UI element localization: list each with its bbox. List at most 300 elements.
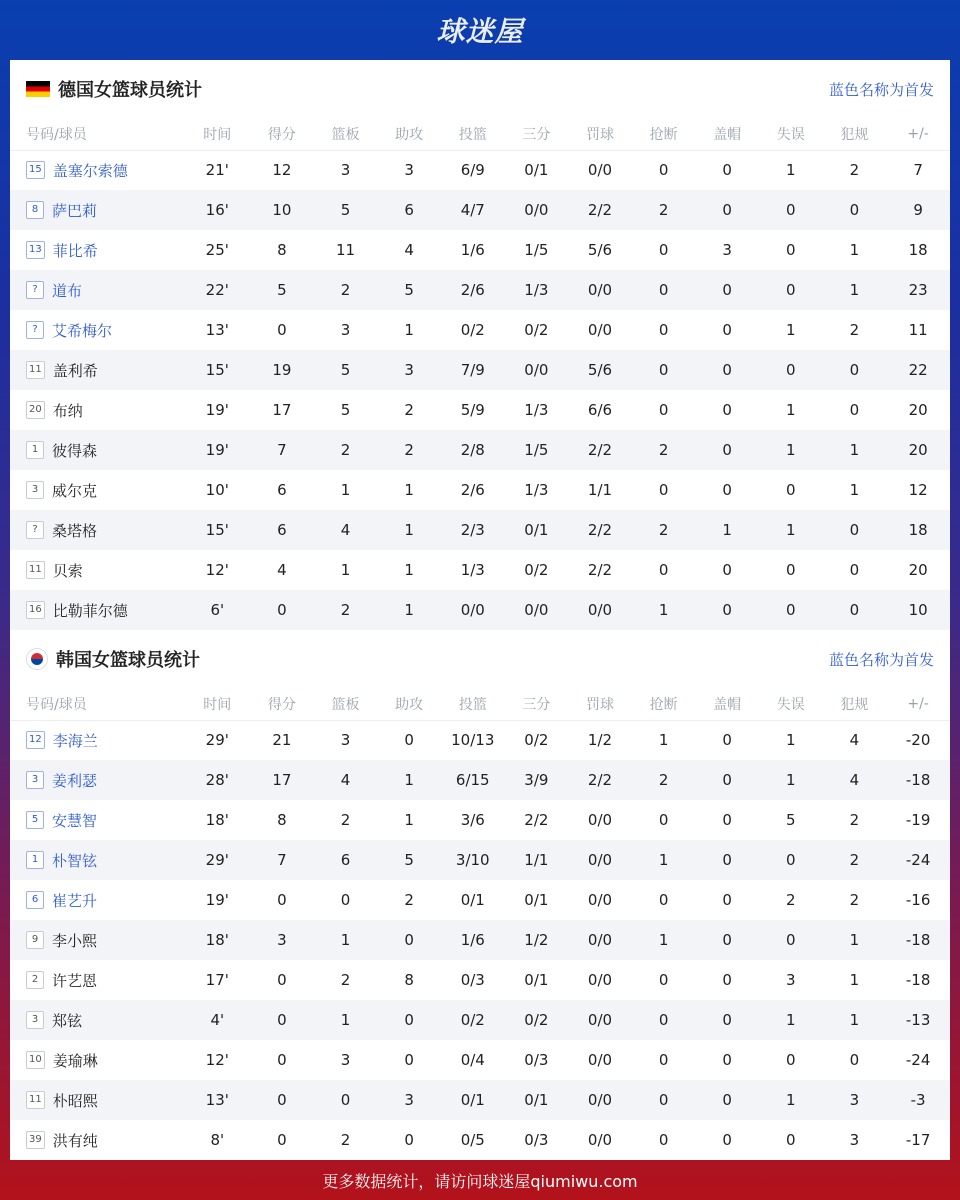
stat-cell: 0/3 (460, 971, 485, 989)
stat-cell: 3/9 (505, 760, 569, 800)
stat-cell: 5/6 (568, 350, 632, 390)
player-name: 比勒菲尔德 (52, 601, 128, 620)
stat-cell: 20 (908, 401, 928, 419)
column-header: 号码/球员 (10, 688, 184, 720)
stat-cell: 12' (205, 1051, 229, 1069)
player-row[interactable] (10, 430, 950, 470)
stat-cell: 19 (250, 350, 314, 390)
column-header: 篮板 (314, 118, 378, 150)
stat-cell: 5/6 (587, 241, 613, 259)
stat-cell: 0 (722, 561, 732, 579)
stat-cell: 1 (849, 241, 860, 259)
stat-cell: 1 (377, 760, 441, 800)
stat-cell: 1 (314, 1000, 378, 1040)
stat-cell: 0 (277, 891, 287, 909)
player-row[interactable] (10, 1040, 950, 1080)
jersey-number-badge: 13 (26, 241, 45, 259)
jersey-number-badge: 3 (26, 771, 44, 789)
stat-cell: 0/0 (587, 811, 613, 829)
stat-cell: 0/1 (505, 1080, 569, 1120)
stat-cell: 1 (404, 561, 414, 579)
stat-cell: 0/2 (505, 1000, 569, 1040)
player-cell (10, 430, 184, 470)
stat-cell: 0 (250, 590, 314, 630)
player-row[interactable] (10, 510, 950, 550)
stat-cell: 2/8 (441, 430, 505, 470)
jersey-number-badge: 6 (26, 891, 44, 909)
stat-cell: 29' (205, 731, 229, 750)
player-cell (10, 550, 184, 590)
stat-cell: 6 (314, 840, 378, 880)
stat-cell: 4 (849, 731, 860, 750)
jersey-number-badge: 16 (26, 601, 45, 619)
jersey-number-badge: 2 (26, 971, 44, 989)
player-cell (10, 880, 184, 920)
player-cell (10, 270, 184, 310)
starter-player-name[interactable]: 李海兰 (52, 731, 98, 750)
stat-cell: 0 (377, 1000, 441, 1040)
player-row[interactable] (10, 310, 950, 350)
stat-cell: 0 (658, 481, 669, 499)
stat-cell: 6/9 (460, 161, 485, 180)
player-row[interactable] (10, 920, 950, 960)
player-cell (10, 1000, 184, 1040)
player-cell (10, 760, 184, 800)
jersey-number-badge: ? (26, 521, 44, 539)
stat-cell: 3 (377, 1080, 441, 1120)
stat-cell: 0/0 (587, 891, 613, 909)
starter-legend-note: 蓝色名称为首发 (828, 80, 934, 99)
player-row[interactable] (10, 350, 950, 390)
starter-player-name[interactable]: 道布 (52, 281, 83, 300)
stat-cell: -20 (905, 731, 931, 750)
player-row[interactable] (10, 960, 950, 1000)
player-cell (10, 230, 184, 270)
stat-cell: 7 (913, 161, 923, 180)
stat-cell: 5 (786, 811, 796, 829)
player-row[interactable] (10, 270, 950, 310)
column-header: 三分 (505, 688, 569, 720)
player-name: 桑塔格 (52, 521, 98, 540)
jersey-number-badge: 11 (26, 561, 45, 579)
footer-banner[interactable]: 更多数据统计，请访问球迷屋qiumiwu.com (322, 1171, 638, 1191)
stat-cell: 2/2 (568, 190, 632, 230)
stat-cell: 0/0 (441, 590, 505, 630)
stat-cell: 2 (340, 811, 351, 829)
stat-cell: 0/0 (587, 1131, 613, 1149)
stat-cell: 0 (786, 481, 796, 499)
stat-cell: 0/1 (441, 1080, 505, 1120)
stat-cell: 18' (184, 920, 250, 960)
stat-cell: 6/6 (587, 401, 613, 419)
stat-cell: 0 (277, 1051, 287, 1069)
stat-cell: 20 (886, 430, 950, 470)
stat-cell: 0 (823, 590, 887, 630)
stat-cell: 0 (658, 561, 669, 579)
stat-cell: 0 (658, 321, 669, 339)
starter-player-name[interactable]: 菲比希 (52, 241, 98, 260)
stat-cell: 0 (722, 401, 732, 419)
player-cell (10, 1080, 184, 1120)
stat-cell: 1 (823, 920, 887, 960)
stat-cell: 2/6 (441, 270, 505, 310)
stat-cell: 0 (722, 321, 732, 339)
starter-player-name[interactable]: 安慧智 (52, 811, 98, 830)
column-header: 得分 (250, 688, 314, 720)
stat-cell: 0 (404, 1131, 414, 1149)
stat-cell: 2 (340, 1131, 351, 1149)
stat-cell: 1 (786, 161, 796, 180)
stat-cell: 0/1 (460, 891, 485, 909)
stat-cell: 0/0 (568, 590, 632, 630)
stat-cell: 3 (340, 731, 351, 750)
stat-cell: 0 (695, 270, 759, 310)
stat-cell: 4' (184, 1000, 250, 1040)
stat-cell: 13' (184, 1080, 250, 1120)
stat-cell: 2 (377, 430, 441, 470)
stat-cell: 1 (658, 731, 669, 750)
stat-cell: 1/5 (505, 430, 569, 470)
stat-cell: 2/2 (568, 510, 632, 550)
stat-cell: 10 (250, 190, 314, 230)
stat-cell: 0 (849, 1051, 860, 1069)
player-cell (10, 1040, 184, 1080)
section-header (10, 60, 950, 118)
stat-cell: 25' (205, 241, 229, 259)
stat-cell: 0/0 (587, 161, 613, 180)
stat-cell: 18 (886, 510, 950, 550)
stat-cell: 0 (759, 350, 823, 390)
stat-cell: 1 (759, 1080, 823, 1120)
section-header (10, 630, 950, 688)
brand-logo: 球迷屋 (436, 15, 524, 48)
stat-cell: -18 (905, 971, 931, 989)
stat-cell: 1 (759, 760, 823, 800)
stat-cell: 12 (272, 161, 292, 180)
stat-cell: 1 (377, 590, 441, 630)
germany-flag-icon (26, 81, 50, 97)
stat-cell: 17' (205, 971, 229, 989)
starter-player-name[interactable]: 崔艺升 (52, 891, 98, 910)
starter-player-name[interactable]: 朴智铉 (52, 851, 98, 870)
column-header: 号码/球员 (10, 118, 184, 150)
column-header: 助攻 (377, 688, 441, 720)
player-cell (10, 310, 184, 350)
starter-player-name[interactable]: 萨巴莉 (52, 201, 98, 220)
stat-cell: 29' (184, 840, 250, 880)
stat-cell: 0 (759, 270, 823, 310)
stat-cell: 5/9 (460, 401, 485, 419)
stat-cell: 3 (849, 1131, 860, 1149)
column-header: 犯规 (823, 118, 887, 150)
player-row[interactable] (10, 190, 950, 230)
stat-cell: 19' (184, 430, 250, 470)
column-header: 罚球 (568, 118, 632, 150)
player-name: 朴昭熙 (52, 1091, 98, 1110)
player-name: 威尔克 (52, 481, 98, 500)
stat-cell: 6/15 (441, 760, 505, 800)
stat-cell: -19 (905, 811, 931, 829)
stat-cell: 0/2 (460, 321, 485, 339)
stat-cell: 2 (632, 510, 696, 550)
stat-cell: 1 (786, 401, 796, 419)
column-header: 罚球 (568, 688, 632, 720)
player-name: 盖利希 (52, 361, 98, 380)
section-title-text: 德国女篮球员统计 (58, 80, 202, 101)
player-cell (10, 350, 184, 390)
stat-cell: 0 (759, 840, 823, 880)
stat-cell: 0 (658, 971, 669, 989)
stat-cell: 17 (250, 760, 314, 800)
stat-cell: 0 (722, 1131, 732, 1149)
column-header: 抢断 (632, 688, 696, 720)
starter-player-name[interactable]: 姜利瑟 (52, 771, 98, 790)
stat-cell: 0 (786, 1051, 796, 1069)
team-section (10, 630, 950, 1160)
stat-cell: 0/2 (524, 321, 549, 339)
player-row[interactable] (10, 1000, 950, 1040)
starter-player-name[interactable]: 盖塞尔索德 (52, 161, 128, 180)
stat-cell: 1/1 (587, 481, 613, 499)
stat-cell: 0 (314, 1080, 378, 1120)
stat-cell: 1/3 (460, 561, 485, 579)
player-cell (10, 470, 184, 510)
stat-cell: 0 (658, 811, 669, 829)
stat-cell: 2/2 (568, 760, 632, 800)
stat-cell: 1 (404, 811, 414, 829)
player-name: 李小熙 (52, 931, 98, 950)
column-header: 失误 (759, 118, 823, 150)
jersey-number-badge: 1 (26, 441, 44, 459)
stat-cell: 22 (886, 350, 950, 390)
stat-cell: 2/2 (587, 561, 613, 579)
stat-cell: 0/0 (587, 971, 613, 989)
stat-cell: 3 (250, 920, 314, 960)
player-row[interactable] (10, 1080, 950, 1120)
player-row[interactable] (10, 470, 950, 510)
team-section (10, 60, 950, 630)
stat-cell: 1/6 (460, 241, 485, 259)
table-header-row (10, 118, 950, 150)
stat-cell: 0 (722, 161, 732, 180)
section-title-text: 韩国女篮球员统计 (56, 650, 200, 671)
starter-legend-note: 蓝色名称为首发 (828, 650, 934, 669)
stat-cell: 21' (205, 161, 229, 180)
stat-cell: 1 (340, 481, 351, 499)
korea-flag-icon (26, 648, 48, 670)
column-header: 盖帽 (695, 688, 759, 720)
stat-cell: 4 (823, 760, 887, 800)
jersey-number-badge: 15 (26, 161, 45, 179)
jersey-number-badge: 9 (26, 931, 44, 949)
stat-cell: 2 (404, 401, 414, 419)
stat-cell: 22' (184, 270, 250, 310)
stat-cell: 1 (849, 481, 860, 499)
stat-cell: 3/10 (441, 840, 505, 880)
stat-cell: 11 (908, 321, 928, 339)
stat-cell: 4 (404, 241, 414, 259)
stat-cell: 0 (786, 1131, 796, 1149)
jersey-number-badge: 8 (26, 201, 44, 219)
stat-cell: 8 (277, 811, 287, 829)
stat-cell: 0/0 (505, 190, 569, 230)
stat-cell: 0/3 (524, 1051, 549, 1069)
stat-cell: 1 (695, 510, 759, 550)
stat-cell: 0 (722, 1051, 732, 1069)
stat-cell: 6 (377, 190, 441, 230)
stat-cell: 0 (404, 731, 414, 750)
starter-player-name[interactable]: 艾希梅尔 (52, 321, 113, 340)
jersey-number-badge: 20 (26, 401, 45, 419)
stat-cell: 0 (823, 510, 887, 550)
jersey-number-badge: 10 (26, 1051, 45, 1069)
column-header: 犯规 (823, 688, 887, 720)
stat-cell: 5 (340, 401, 351, 419)
player-row[interactable] (10, 760, 950, 800)
stat-cell: 19' (205, 891, 229, 909)
player-cell (10, 920, 184, 960)
player-row[interactable] (10, 590, 950, 630)
stat-cell: 0/0 (568, 270, 632, 310)
stat-cell: 8 (404, 971, 414, 989)
stat-cell: 1 (632, 840, 696, 880)
player-row[interactable] (10, 1120, 950, 1160)
stat-cell: 0/5 (460, 1131, 485, 1149)
stat-cell: 18' (205, 811, 229, 829)
stat-cell: 0 (404, 1051, 414, 1069)
stat-cell: 0 (695, 760, 759, 800)
column-header: 时间 (184, 118, 250, 150)
stat-cell: 8 (277, 241, 287, 259)
column-header: 时间 (184, 688, 250, 720)
stat-cell: 2 (849, 161, 860, 180)
player-row[interactable] (10, 800, 950, 840)
stat-cell: 0/0 (587, 321, 613, 339)
player-cell (10, 1120, 184, 1160)
jersey-number-badge: 1 (26, 851, 44, 869)
stat-cell: 19' (205, 401, 229, 419)
stat-cell: 0 (722, 811, 732, 829)
player-name: 彼得森 (52, 441, 98, 460)
column-header: 得分 (250, 118, 314, 150)
stat-cell: 0 (277, 971, 287, 989)
column-header: +/- (886, 118, 950, 150)
stat-cell: 1 (632, 590, 696, 630)
stat-cell: 0/1 (524, 971, 549, 989)
jersey-number-badge: ? (26, 321, 44, 339)
table-header-row (10, 688, 950, 720)
jersey-number-badge: 39 (26, 1131, 45, 1149)
player-cell (10, 190, 184, 230)
player-cell (10, 960, 184, 1000)
player-row[interactable] (10, 150, 950, 190)
section-title (26, 76, 202, 102)
stat-cell: 1 (377, 510, 441, 550)
stat-cell: 2 (849, 811, 860, 829)
stat-cell: 21 (272, 731, 292, 750)
player-row[interactable] (10, 720, 950, 760)
stat-cell: 8' (210, 1131, 225, 1149)
stat-cell: 0 (632, 1080, 696, 1120)
stat-cell: 1 (314, 920, 378, 960)
stat-cell: 2 (849, 891, 860, 909)
stat-cell: 6 (277, 481, 287, 499)
stat-cell: 7 (250, 430, 314, 470)
stat-cell: 0 (823, 190, 887, 230)
column-header: 盖帽 (695, 118, 759, 150)
stat-cell: 10 (886, 590, 950, 630)
player-name: 郑铉 (52, 1011, 83, 1030)
stat-cell: 1/2 (505, 920, 569, 960)
player-row[interactable] (10, 550, 950, 590)
stat-cell: 0/0 (505, 350, 569, 390)
stat-cell: 2 (849, 321, 860, 339)
column-header: 投篮 (441, 688, 505, 720)
stat-cell: 0/0 (587, 1051, 613, 1069)
column-header: +/- (886, 688, 950, 720)
stat-cell: 2 (632, 760, 696, 800)
stat-cell: 9 (886, 190, 950, 230)
stat-cell: 2 (786, 891, 796, 909)
stat-cell: -16 (905, 891, 931, 909)
stat-cell: 1 (823, 270, 887, 310)
stat-cell: 0 (849, 401, 860, 419)
player-cell (10, 800, 184, 840)
stat-cell: 0 (695, 1000, 759, 1040)
stat-cell: 15' (184, 350, 250, 390)
player-cell (10, 510, 184, 550)
stat-cell: 7/9 (441, 350, 505, 390)
stat-cell: 0/4 (460, 1051, 485, 1069)
player-name: 姜瑜琳 (52, 1051, 98, 1070)
stat-cell: 0/1 (524, 161, 549, 180)
player-row[interactable] (10, 840, 950, 880)
player-row[interactable] (10, 880, 950, 920)
stat-cell: 1 (823, 1000, 887, 1040)
jersey-number-badge: 3 (26, 1011, 44, 1029)
stat-cell: -24 (886, 840, 950, 880)
section-title (26, 646, 200, 672)
stat-cell: 0 (786, 561, 796, 579)
stat-cell: 1/5 (524, 241, 549, 259)
stat-cell: 2/2 (568, 430, 632, 470)
stat-cell: 0/0 (568, 1080, 632, 1120)
stat-cell: 12' (205, 561, 229, 579)
player-row[interactable] (10, 390, 950, 430)
player-cell (10, 840, 184, 880)
stat-cell: 4 (314, 510, 378, 550)
stat-cell: 0/0 (568, 840, 632, 880)
player-cell (10, 720, 184, 760)
stat-cell: 5 (250, 270, 314, 310)
stat-cell: 0/0 (505, 590, 569, 630)
stat-cell: -13 (886, 1000, 950, 1040)
player-row[interactable] (10, 230, 950, 270)
stat-cell: 0 (632, 1000, 696, 1040)
stat-cell: 0/3 (524, 1131, 549, 1149)
stat-cell: 0 (759, 590, 823, 630)
stat-cell: 10' (205, 481, 229, 499)
stat-cell: 6' (184, 590, 250, 630)
stat-cell: 0 (722, 891, 732, 909)
player-name: 贝索 (52, 561, 83, 580)
stat-cell: 3 (377, 350, 441, 390)
stat-cell: 1 (632, 920, 696, 960)
stat-cell: 0 (658, 1051, 669, 1069)
stat-cell: 0 (340, 891, 351, 909)
stat-cell: 11 (335, 241, 356, 259)
stat-cell: 20 (908, 561, 928, 579)
